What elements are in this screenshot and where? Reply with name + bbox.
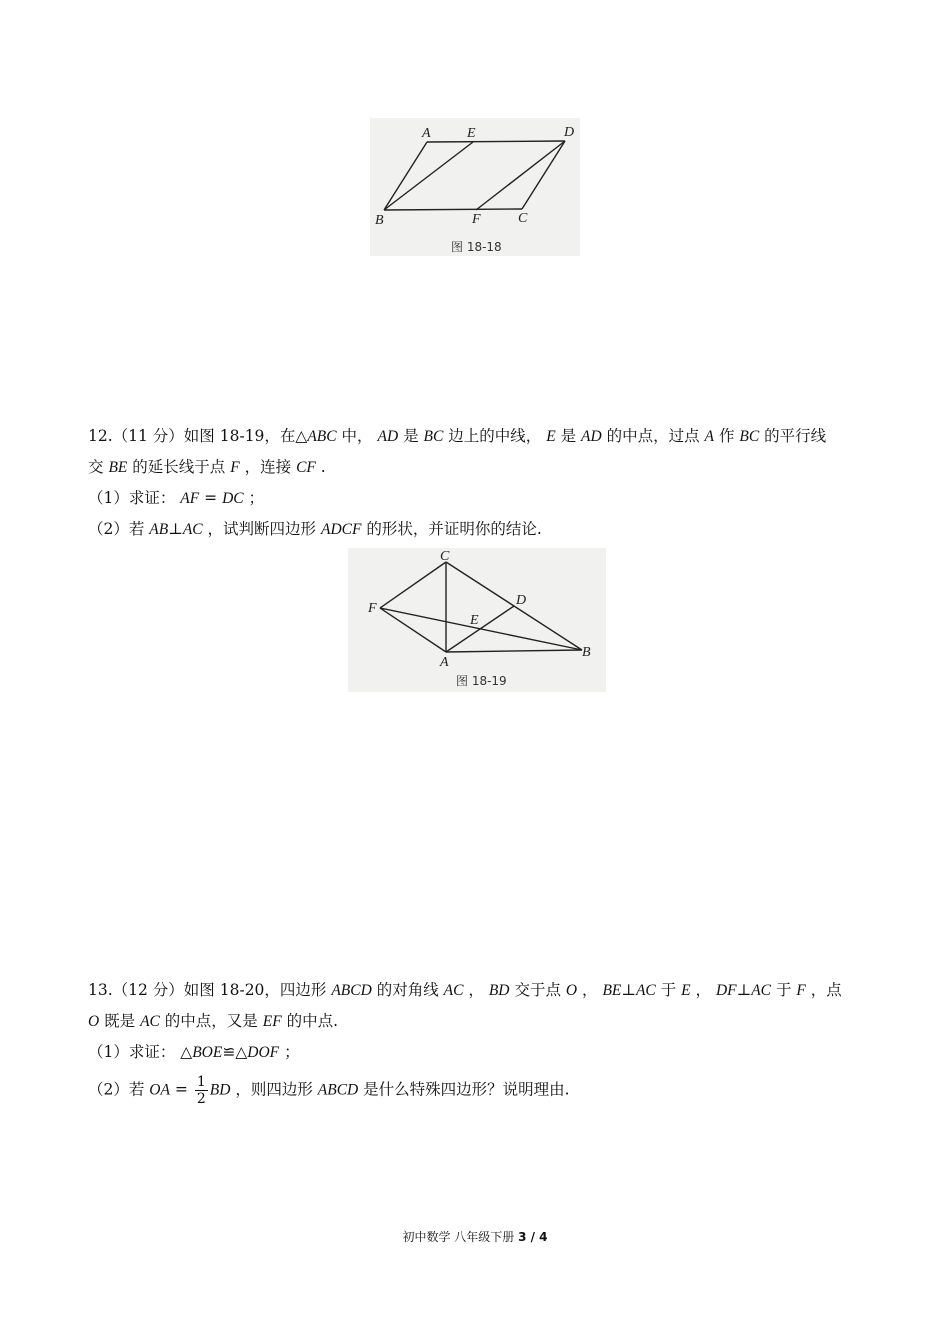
page-footer	[0, 1228, 950, 1245]
segment-DC	[522, 141, 565, 209]
segment-AB	[446, 650, 582, 652]
label-F: F	[368, 601, 377, 616]
segment-AD	[427, 141, 565, 142]
page-number: 3 / 4	[518, 1230, 548, 1244]
segment-AB	[384, 142, 427, 210]
segment-AD	[446, 606, 514, 652]
label-E: E	[467, 126, 476, 141]
label-E: E	[470, 613, 479, 628]
label-B: B	[375, 213, 384, 228]
label-A: A	[422, 126, 431, 141]
label-B: B	[582, 645, 591, 660]
question-13-part-2: （2）若 OA = $\frac{1}{2}$ BD ，则四边形 ABCD 是什么特殊四边形？说明理由.	[88, 1074, 570, 1107]
question-12-part-2: （2）若 AB⊥AC ，试判断四边形 ADCF 的形状，并证明你的结论.	[88, 520, 542, 538]
figure-caption: 图 18-18	[451, 240, 502, 254]
segment-FC	[380, 562, 446, 608]
fraction-one-half: $\frac{1}{2}$	[196, 1074, 206, 1107]
question-13-line-1: 13.（12 分）如图 18-20，四边形 ABCD 的对角线 AC ， BD 交于点 O ， BE⊥AC 于 E ， DF⊥AC 于 F ，点	[88, 981, 842, 999]
segment-BC	[384, 209, 522, 210]
label-C: C	[518, 211, 528, 226]
label-D: D	[564, 125, 575, 140]
figure-18-18	[370, 118, 580, 256]
figure-caption: 图 18-19	[456, 674, 507, 688]
question-12-part-1: （1）求证： AF = DC ；	[88, 489, 265, 507]
question-13	[88, 975, 842, 1107]
label-F: F	[472, 212, 481, 227]
question-12-line-1: 12.（11 分）如图 18-19，在△ABC 中， AD 是 BC 边上的中线， E 是 AD 的中点，过点 A 作 BC 的平行线	[88, 427, 827, 445]
footer-text: 初中数学 八年级下册	[402, 1230, 519, 1244]
figure-18-19	[348, 548, 606, 692]
label-A: A	[440, 655, 449, 670]
label-D: D	[516, 593, 527, 608]
label-C: C	[440, 549, 450, 564]
segment-BE	[384, 142, 473, 210]
question-13-part-1: （1）求证： △BOE≌△DOF ；	[88, 1043, 300, 1061]
segment-FD	[476, 141, 565, 210]
question-13-line-2: O 既是 AC 的中点，又是 EF 的中点.	[88, 1012, 339, 1030]
question-12-line-2: 交 BE 的延长线于点 F ，连接 CF .	[88, 458, 326, 476]
question-12	[88, 421, 826, 545]
